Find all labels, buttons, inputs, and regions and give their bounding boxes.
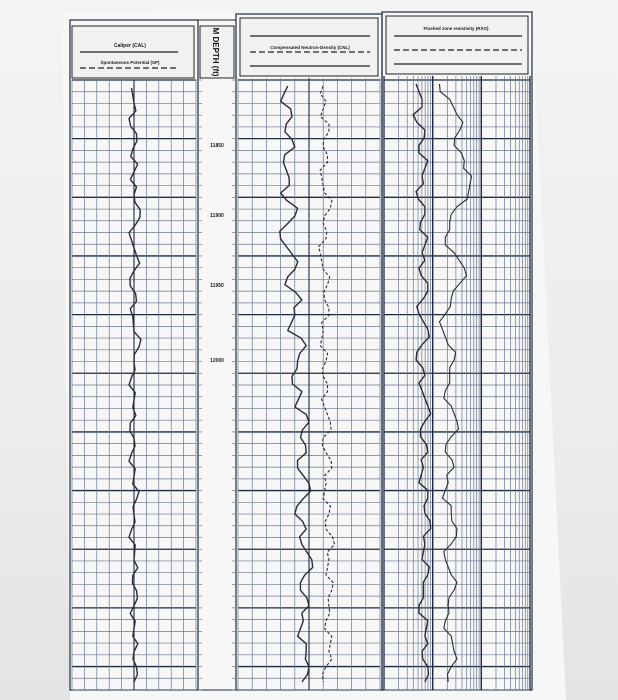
track-2-header-text: Compensated Neutron-Density (CNL) [270,45,350,50]
track-1-header-text-1: Caliper (CAL) [114,43,146,49]
track-1-header-text-2: Spontaneous Potential (SP) [100,60,160,65]
depth-track-title: M DEPTH (ft) [211,27,220,77]
depth-label: 11950 [210,283,224,289]
track-3-header-text: Flushed zone resistivity (RXO) [423,26,489,31]
depth-label: 11850 [210,143,224,149]
track-3-header [386,16,528,74]
depth-label: 11900 [210,213,224,219]
depth-label: 12000 [210,358,224,364]
